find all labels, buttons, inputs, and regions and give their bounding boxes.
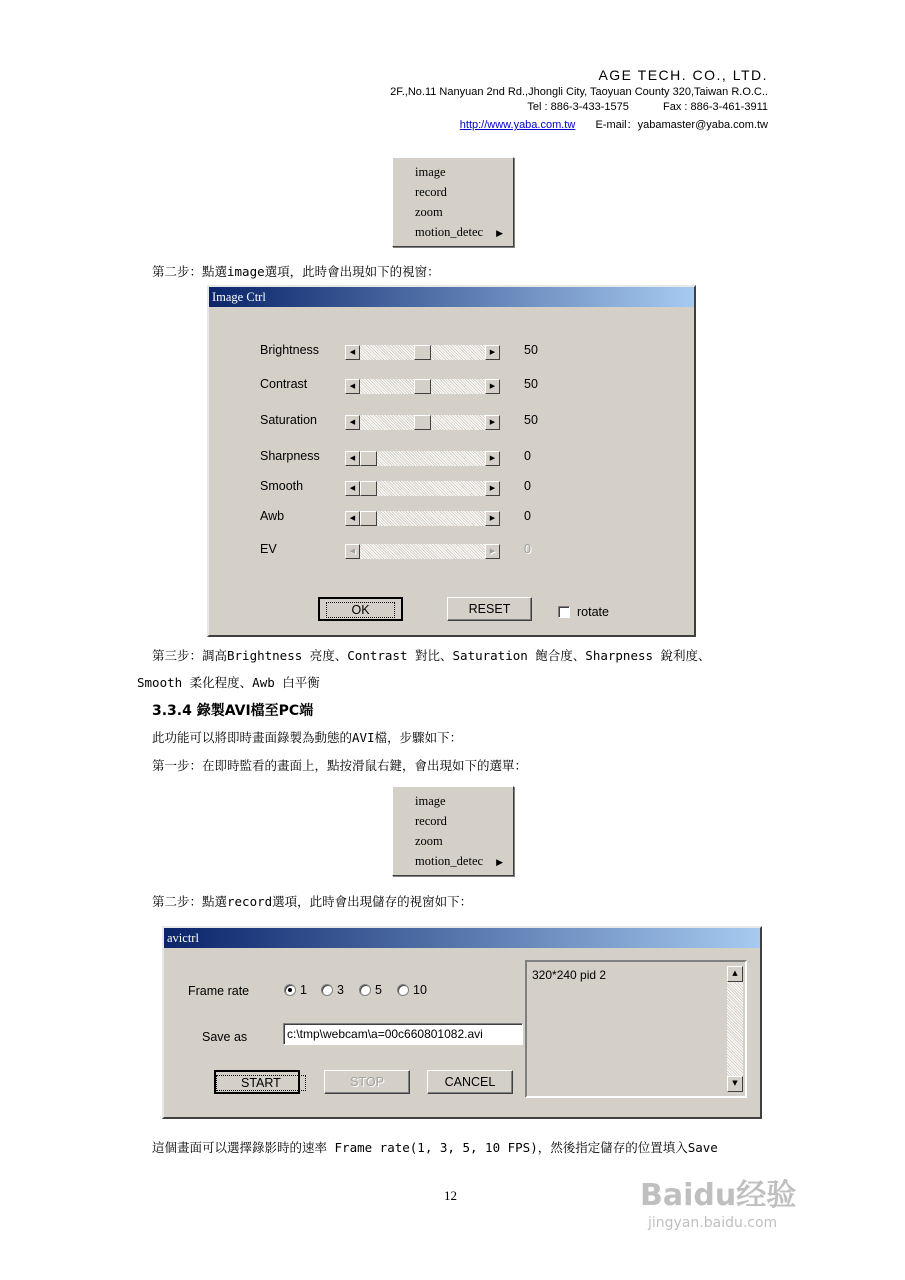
slider-value: 0	[524, 479, 531, 493]
slider-label: Brightness	[260, 343, 320, 357]
rotate-label: rotate	[577, 605, 609, 619]
slider-value: 0	[524, 449, 531, 463]
rotate-checkbox[interactable]	[558, 606, 570, 618]
slider-thumb[interactable]	[360, 511, 377, 526]
frame-rate-radio[interactable]	[321, 984, 333, 996]
slider-left-arrow-icon[interactable]: ◀	[345, 415, 360, 430]
frame-rate-radio[interactable]	[284, 984, 296, 996]
scroll-down-button[interactable]: ▼	[727, 1076, 743, 1092]
slider-value: 50	[524, 343, 538, 357]
menu-item-image[interactable]: image	[415, 165, 446, 179]
menu-item-image[interactable]: image	[415, 794, 446, 808]
info-listbox[interactable]	[525, 960, 747, 1098]
website-link[interactable]: http://www.yaba.com.tw	[459, 119, 576, 131]
slider-label: Smooth	[260, 479, 304, 493]
menu-item-motion-detec[interactable]	[415, 222, 505, 242]
frame-rate-option-label: 3	[337, 983, 344, 997]
section-heading: 3.3.4 錄製AVI檔至PC端	[152, 703, 314, 719]
avictrl-titlebar[interactable]: avictrl	[164, 928, 760, 948]
step2-record-text: 第二步：點選record選項，此時會出現儲存的視窗如下：	[152, 894, 473, 909]
menu-item-record[interactable]: record	[415, 814, 447, 828]
page-number: 12	[444, 1188, 457, 1203]
context-menu	[392, 786, 514, 876]
slider-left-arrow-icon[interactable]: ◀	[345, 481, 360, 496]
slider-right-arrow-icon[interactable]: ▶	[485, 415, 500, 430]
company-phone-line	[527, 101, 768, 113]
frame-rate-option-label: 10	[413, 983, 427, 997]
company-email: E-mail：yabamaster@yaba.com.tw	[595, 119, 768, 131]
slider-label: Saturation	[260, 413, 317, 427]
context-menu	[392, 157, 514, 247]
slider-left-arrow-icon[interactable]: ◀	[345, 544, 360, 559]
step3-text-line2: Smooth 柔化程度、Awb 白平衡	[137, 675, 320, 690]
step3-text-line1: 第三步：調高Brightness 亮度、Contrast 對比、Saturation 飽合度、Sharpness 銳利度、	[152, 648, 711, 663]
image-ctrl-dialog	[207, 285, 696, 637]
slider-track[interactable]	[345, 544, 500, 559]
frame-rate-label: Frame rate	[188, 984, 250, 998]
company-fax: Fax : 886-3-461-3911	[663, 101, 768, 113]
company-tel: Tel : 886-3-433-1575	[527, 101, 629, 113]
frame-rate-radio[interactable]	[359, 984, 371, 996]
slider-value: 0	[524, 509, 531, 523]
slider-value: 0	[524, 542, 531, 556]
watermark-brand: Baidu经验	[640, 1178, 797, 1213]
slider-thumb[interactable]	[414, 415, 431, 430]
step1-record-text: 第一步：在即時監看的畫面上，點按滑鼠右鍵，會出現如下的選單：	[152, 758, 528, 773]
submenu-arrow-icon: ▶	[496, 857, 503, 867]
slider-label: Contrast	[260, 377, 308, 391]
ok-button[interactable]	[318, 597, 403, 621]
slider-right-arrow-icon[interactable]: ▶	[485, 544, 500, 559]
slider-left-arrow-icon[interactable]: ◀	[345, 379, 360, 394]
menu-item-zoom[interactable]: zoom	[415, 834, 443, 848]
frame-rate-option-label: 1	[300, 983, 307, 997]
slider-thumb[interactable]	[360, 481, 377, 496]
slider-left-arrow-icon[interactable]: ◀	[345, 345, 360, 360]
menu-item-record[interactable]: record	[415, 185, 447, 199]
slider-value: 50	[524, 413, 538, 427]
scrollbar-track[interactable]	[727, 982, 743, 1076]
slider-label: EV	[260, 542, 277, 556]
slider-right-arrow-icon[interactable]: ▶	[485, 511, 500, 526]
slider-left-arrow-icon[interactable]: ◀	[345, 451, 360, 466]
image-ctrl-titlebar[interactable]: Image Ctrl	[209, 287, 694, 307]
slider-value: 50	[524, 377, 538, 391]
start-button[interactable]	[214, 1070, 300, 1094]
scroll-up-button[interactable]: ▲	[727, 966, 743, 982]
watermark-url: jingyan.baidu.com	[648, 1215, 778, 1231]
slider-right-arrow-icon[interactable]: ▶	[485, 379, 500, 394]
slider-right-arrow-icon[interactable]: ▶	[485, 345, 500, 360]
save-as-label: Save as	[202, 1030, 248, 1044]
frame-rate-description: 這個畫面可以選擇錄影時的速率 Frame rate(1, 3, 5, 10 FPS)，然後指定儲存的位置填入Save	[152, 1140, 718, 1155]
frame-rate-option-label: 5	[375, 983, 382, 997]
slider-thumb[interactable]	[414, 345, 431, 360]
company-contact-line	[460, 116, 768, 132]
menu-item-zoom[interactable]: zoom	[415, 205, 443, 219]
save-as-input[interactable]: c:\tmp\webcam\a=00c660801082.avi	[283, 1023, 523, 1045]
section-intro: 此功能可以將即時畫面錄製為動態的AVI檔，步驟如下：	[152, 730, 463, 745]
cancel-button[interactable]: CANCEL	[427, 1070, 513, 1094]
avictrl-dialog	[162, 926, 762, 1119]
slider-thumb[interactable]	[360, 451, 377, 466]
company-name: AGE TECH. CO., LTD.	[598, 67, 768, 83]
step2-image-text: 第二步：點選image選項，此時會出現如下的視窗：	[152, 264, 440, 279]
submenu-arrow-icon: ▶	[496, 228, 503, 238]
menu-item-label: motion_detec	[415, 854, 484, 868]
start-button-label: START	[216, 1075, 306, 1091]
slider-left-arrow-icon[interactable]: ◀	[345, 511, 360, 526]
slider-label: Sharpness	[260, 449, 320, 463]
frame-rate-radio[interactable]	[397, 984, 409, 996]
reset-button[interactable]: RESET	[447, 597, 532, 621]
ok-button-label: OK	[326, 602, 394, 618]
stop-button[interactable]: STOP	[324, 1070, 410, 1094]
slider-thumb[interactable]	[414, 379, 431, 394]
menu-item-label: motion_detec	[415, 225, 484, 239]
company-address: 2F.,No.11 Nanyuan 2nd Rd.,Jhongli City, Taoyuan County 320,Taiwan R.O.C..	[390, 86, 768, 98]
slider-right-arrow-icon[interactable]: ▶	[485, 451, 500, 466]
slider-label: Awb	[260, 509, 285, 523]
list-item[interactable]: 320*240 pid 2	[532, 968, 607, 982]
menu-item-motion-detec[interactable]	[415, 851, 505, 871]
slider-right-arrow-icon[interactable]: ▶	[485, 481, 500, 496]
